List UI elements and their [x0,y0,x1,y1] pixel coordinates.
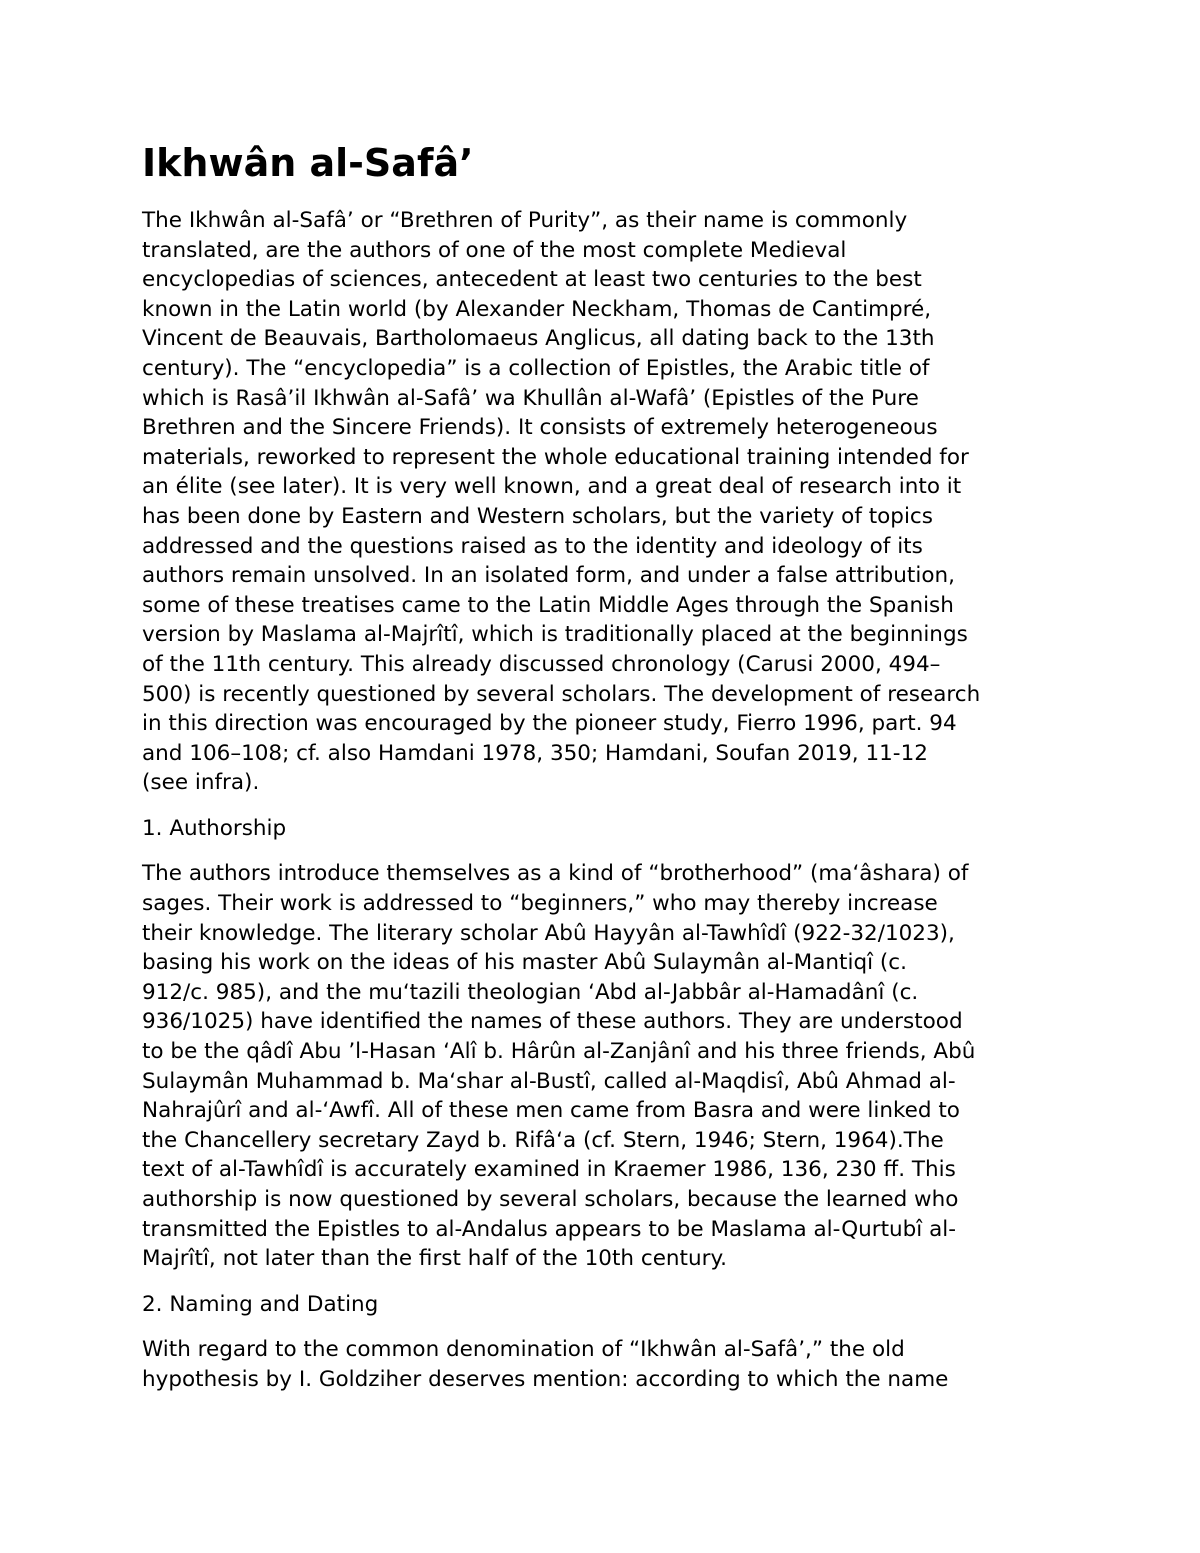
paragraph-line: basing his work on the ideas of his master Abû Sulaymân al-Mantiqî (c. [142,950,907,976]
paragraph-line: their knowledge. The literary scholar Abû Hayyân al-Tawhîdî (922-32/1023), [142,920,955,946]
section-heading-naming-and-dating: 2. Naming and Dating [142,1291,379,1317]
paragraph-line: Nahrajûrî and al-‘Awfî. All of these men came from Basra and were linked to [142,1098,960,1124]
paragraph-line: and 106–108; cf. also Hamdani 1978, 350; Hamdani, Soufan 2019, 11-12 [142,740,928,766]
page-title: Ikhwân al-Safâ’ [142,141,474,185]
paragraph-line: hypothesis by I. Goldziher deserves mention: according to which the name [142,1366,949,1392]
paragraph-line: translated, are the authors of one of the most complete Medieval [142,237,847,263]
paragraph-line: the Chancellery secretary Zayd b. Rifâ‘a (cf. Stern, 1946; Stern, 1964).The [142,1127,944,1153]
paragraph-line: to be the qâdî Abu ’l-Hasan ‘Alî b. Hârûn al-Zanjânî and his three friends, Abû [142,1039,976,1065]
paragraph-line: an élite (see later). It is very well known, and a great deal of research into it [142,474,962,500]
paragraph-line: With regard to the common denomination of “Ikhwân al-Safâ’,” the old [142,1337,905,1363]
paragraph-spacing [142,1319,1062,1335]
paragraph-spacing [142,1274,1062,1290]
paragraph-spacing [142,843,1062,859]
section-heading-authorship: 1. Authorship [142,815,287,841]
paragraph-line: in this direction was encouraged by the pioneer study, Fierro 1996, part. 94 [142,711,957,737]
paragraph-line: which is Rasâ’il Ikhwân al-Safâ’ wa Khullân al-Wafâ’ (Epistles of the Pure [142,385,919,411]
paragraph-line: The authors introduce themselves as a kind of “brotherhood” (ma‘âshara) of [142,861,969,887]
paragraph-line: addressed and the questions raised as to the identity and ideology of its [142,533,923,559]
paragraph-line: known in the Latin world (by Alexander Neckham, Thomas de Cantimpré, [142,296,932,322]
paragraph-line: 936/1025) have identified the names of these authors. They are understood [142,1009,963,1035]
paragraph-line: encyclopedias of sciences, antecedent at least two centuries to the best [142,267,922,293]
intro-paragraph [142,206,1062,798]
paragraph-line: century). The “encyclopedia” is a collection of Epistles, the Arabic title of [142,355,930,381]
paragraph-line: some of these treatises came to the Latin Middle Ages through the Spanish [142,592,954,618]
paragraph-line: materials, reworked to represent the whole educational training intended for [142,444,969,470]
paragraph-line: sages. Their work is addressed to “beginners,” who may thereby increase [142,891,938,917]
paragraph-line: text of al-Tawhîdî is accurately examined in Kraemer 1986, 136, 230 ff. This [142,1157,956,1183]
paragraph-line: transmitted the Epistles to al-Andalus appears to be Maslama al-Qurtubî al- [142,1216,956,1242]
paragraph-line: Sulaymân Muhammad b. Ma‘shar al-Bustî, called al-Maqdisî, Abû Ahmad al- [142,1068,956,1094]
naming-paragraph [142,1335,1062,1394]
paragraph-line: Vincent de Beauvais, Bartholomaeus Anglicus, all dating back to the 13th [142,326,935,352]
paragraph-spacing [142,798,1062,814]
paragraph-line: Majrîtî, not later than the first half of the 10th century. [142,1246,727,1272]
paragraph-line: 500) is recently questioned by several scholars. The development of research [142,681,981,707]
paragraph-line: authors remain unsolved. In an isolated form, and under a false attribution, [142,563,955,589]
paragraph-line: authorship is now questioned by several scholars, because the learned who [142,1187,959,1212]
paragraph-line: of the 11th century. This already discussed chronology (Carusi 2000, 494– [142,651,941,677]
paragraph-line: (see infra). [142,770,260,796]
document-page [142,140,1062,1395]
paragraph-line: 912/c. 985), and the mu‘tazili theologian ‘Abd al-Jabbâr al-Hamadânî (c. [142,979,919,1005]
paragraph-line: has been done by Eastern and Western scholars, but the variety of topics [142,503,933,529]
paragraph-line: Brethren and the Sincere Friends). It consists of extremely heterogeneous [142,415,938,441]
paragraph-line: version by Maslama al-Majrîtî, which is traditionally placed at the beginnings [142,622,968,648]
authorship-paragraph [142,859,1062,1273]
paragraph-line: The Ikhwân al-Safâ’ or “Brethren of Purity”, as their name is commonly [142,208,908,233]
